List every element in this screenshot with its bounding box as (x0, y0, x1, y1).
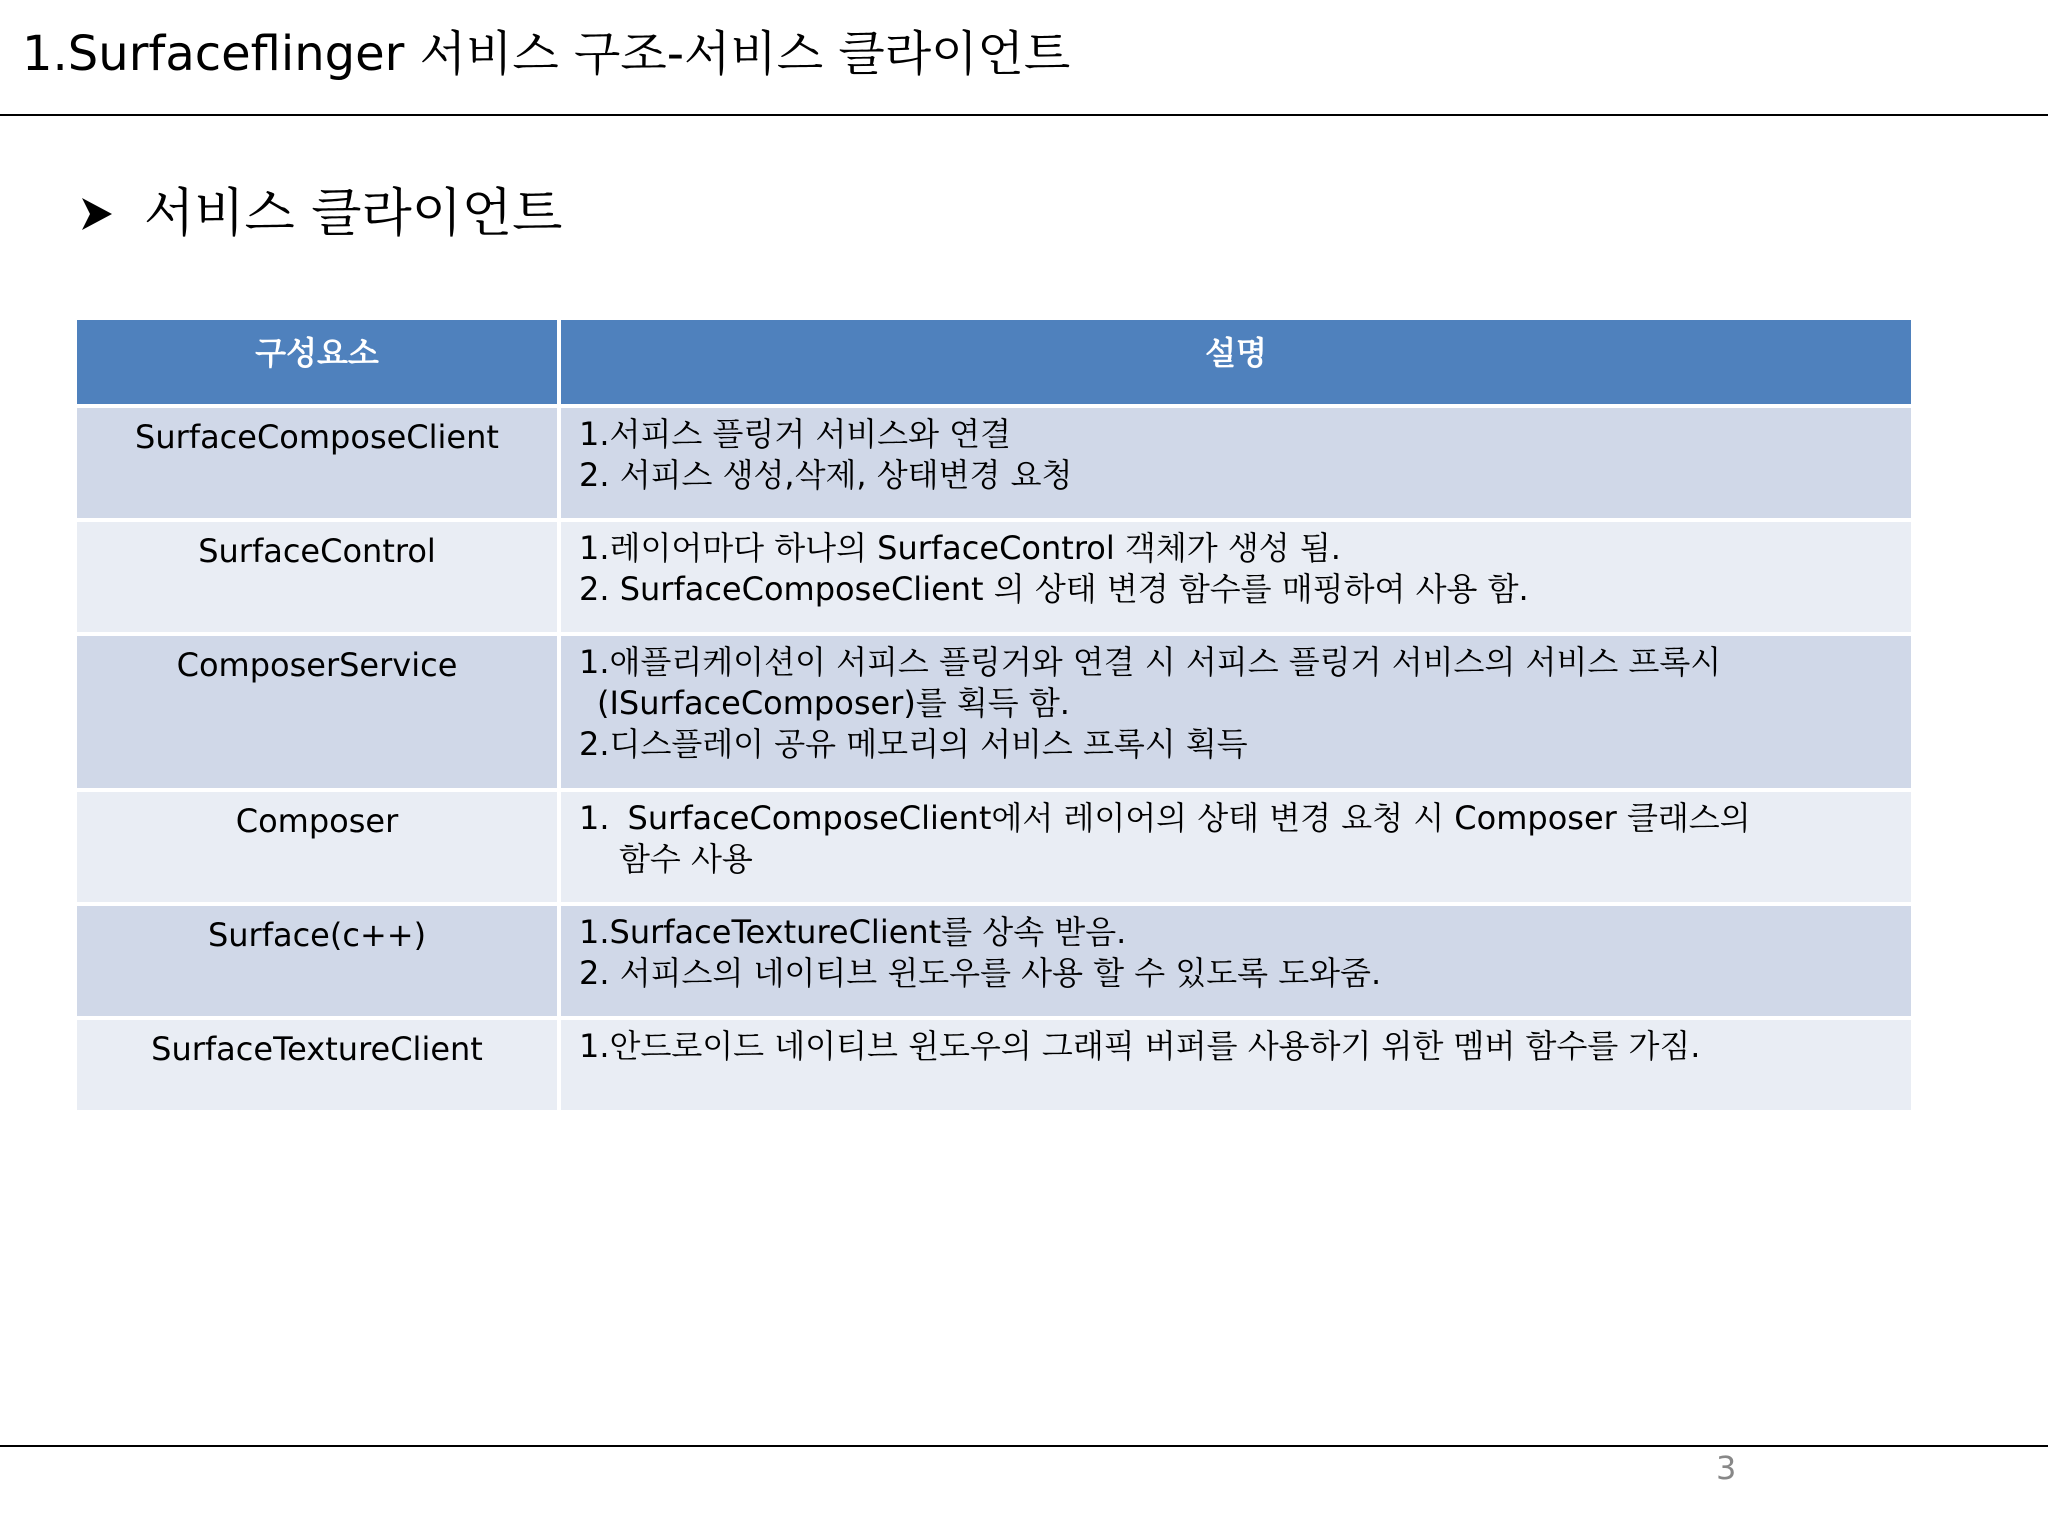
components-table-container (73, 316, 1911, 1114)
title-divider (0, 114, 2048, 116)
description-line: 1.레이어마다 하나의 SurfaceControl 객체가 생성 됨. (579, 529, 1341, 567)
arrowhead-bullet-icon (80, 196, 114, 232)
description-line: 1.안드로이드 네이티브 윈도우의 그래픽 버퍼를 사용하기 위한 멤버 함수를 가짐. (579, 1027, 1701, 1065)
component-description (559, 634, 1913, 790)
description-line: 2.디스플레이 공유 메모리의 서비스 프록시 획득 (579, 725, 1248, 763)
table-row (75, 1018, 1913, 1112)
header-description: 설명 (559, 318, 1913, 406)
description-line (579, 798, 1901, 839)
description-line: 1.SurfaceTextureClient를 상속 받음. (579, 913, 1127, 951)
table-header-row (75, 318, 1913, 406)
table-row (75, 790, 1913, 904)
section-heading-text: 서비스 클라이언트 (144, 184, 563, 244)
component-name: ComposerService (75, 634, 559, 790)
component-name: SurfaceControl (75, 520, 559, 634)
component-description (559, 1018, 1913, 1112)
description-line: 2. SurfaceComposeClient 의 상태 변경 함수를 매핑하여 사용 함. (579, 570, 1529, 608)
components-table (73, 316, 1915, 1114)
component-name: SurfaceComposeClient (75, 406, 559, 520)
description-line: 함수 사용 (619, 840, 753, 878)
component-description (559, 406, 1913, 520)
description-line: 1.서피스 플링거 서비스와 연결 (579, 415, 1011, 453)
slide-title: 1.Surfaceflinger 서비스 구조-서비스 클라이언트 (22, 26, 1071, 82)
list-number: 1. (579, 799, 610, 837)
section-heading (80, 178, 562, 250)
table-row (75, 904, 1913, 1018)
component-description (559, 790, 1913, 904)
component-name: Composer (75, 790, 559, 904)
component-description (559, 520, 1913, 634)
table-row (75, 520, 1913, 634)
component-name: Surface(c++) (75, 904, 559, 1018)
description-text: SurfaceComposeClient에서 레이어의 상태 변경 요청 시 Composer 클래스의 (627, 799, 1751, 837)
description-line: 1.애플리케이션이 서피스 플링거와 연결 시 서피스 플링거 서비스의 서비스 프록시 (579, 643, 1722, 681)
page-number: 3 (1716, 1449, 1737, 1487)
description-line: 2. 서피스의 네이티브 윈도우를 사용 할 수 있도록 도와줌. (579, 954, 1382, 992)
component-description (559, 904, 1913, 1018)
table-row (75, 634, 1913, 790)
table-row (75, 406, 1913, 520)
description-line: 2. 서피스 생성,삭제, 상태변경 요청 (579, 456, 1073, 494)
header-component: 구성요소 (75, 318, 559, 406)
footer-divider (0, 1445, 2048, 1447)
description-line: (ISurfaceComposer)를 획득 함. (597, 684, 1070, 722)
component-name: SurfaceTextureClient (75, 1018, 559, 1112)
